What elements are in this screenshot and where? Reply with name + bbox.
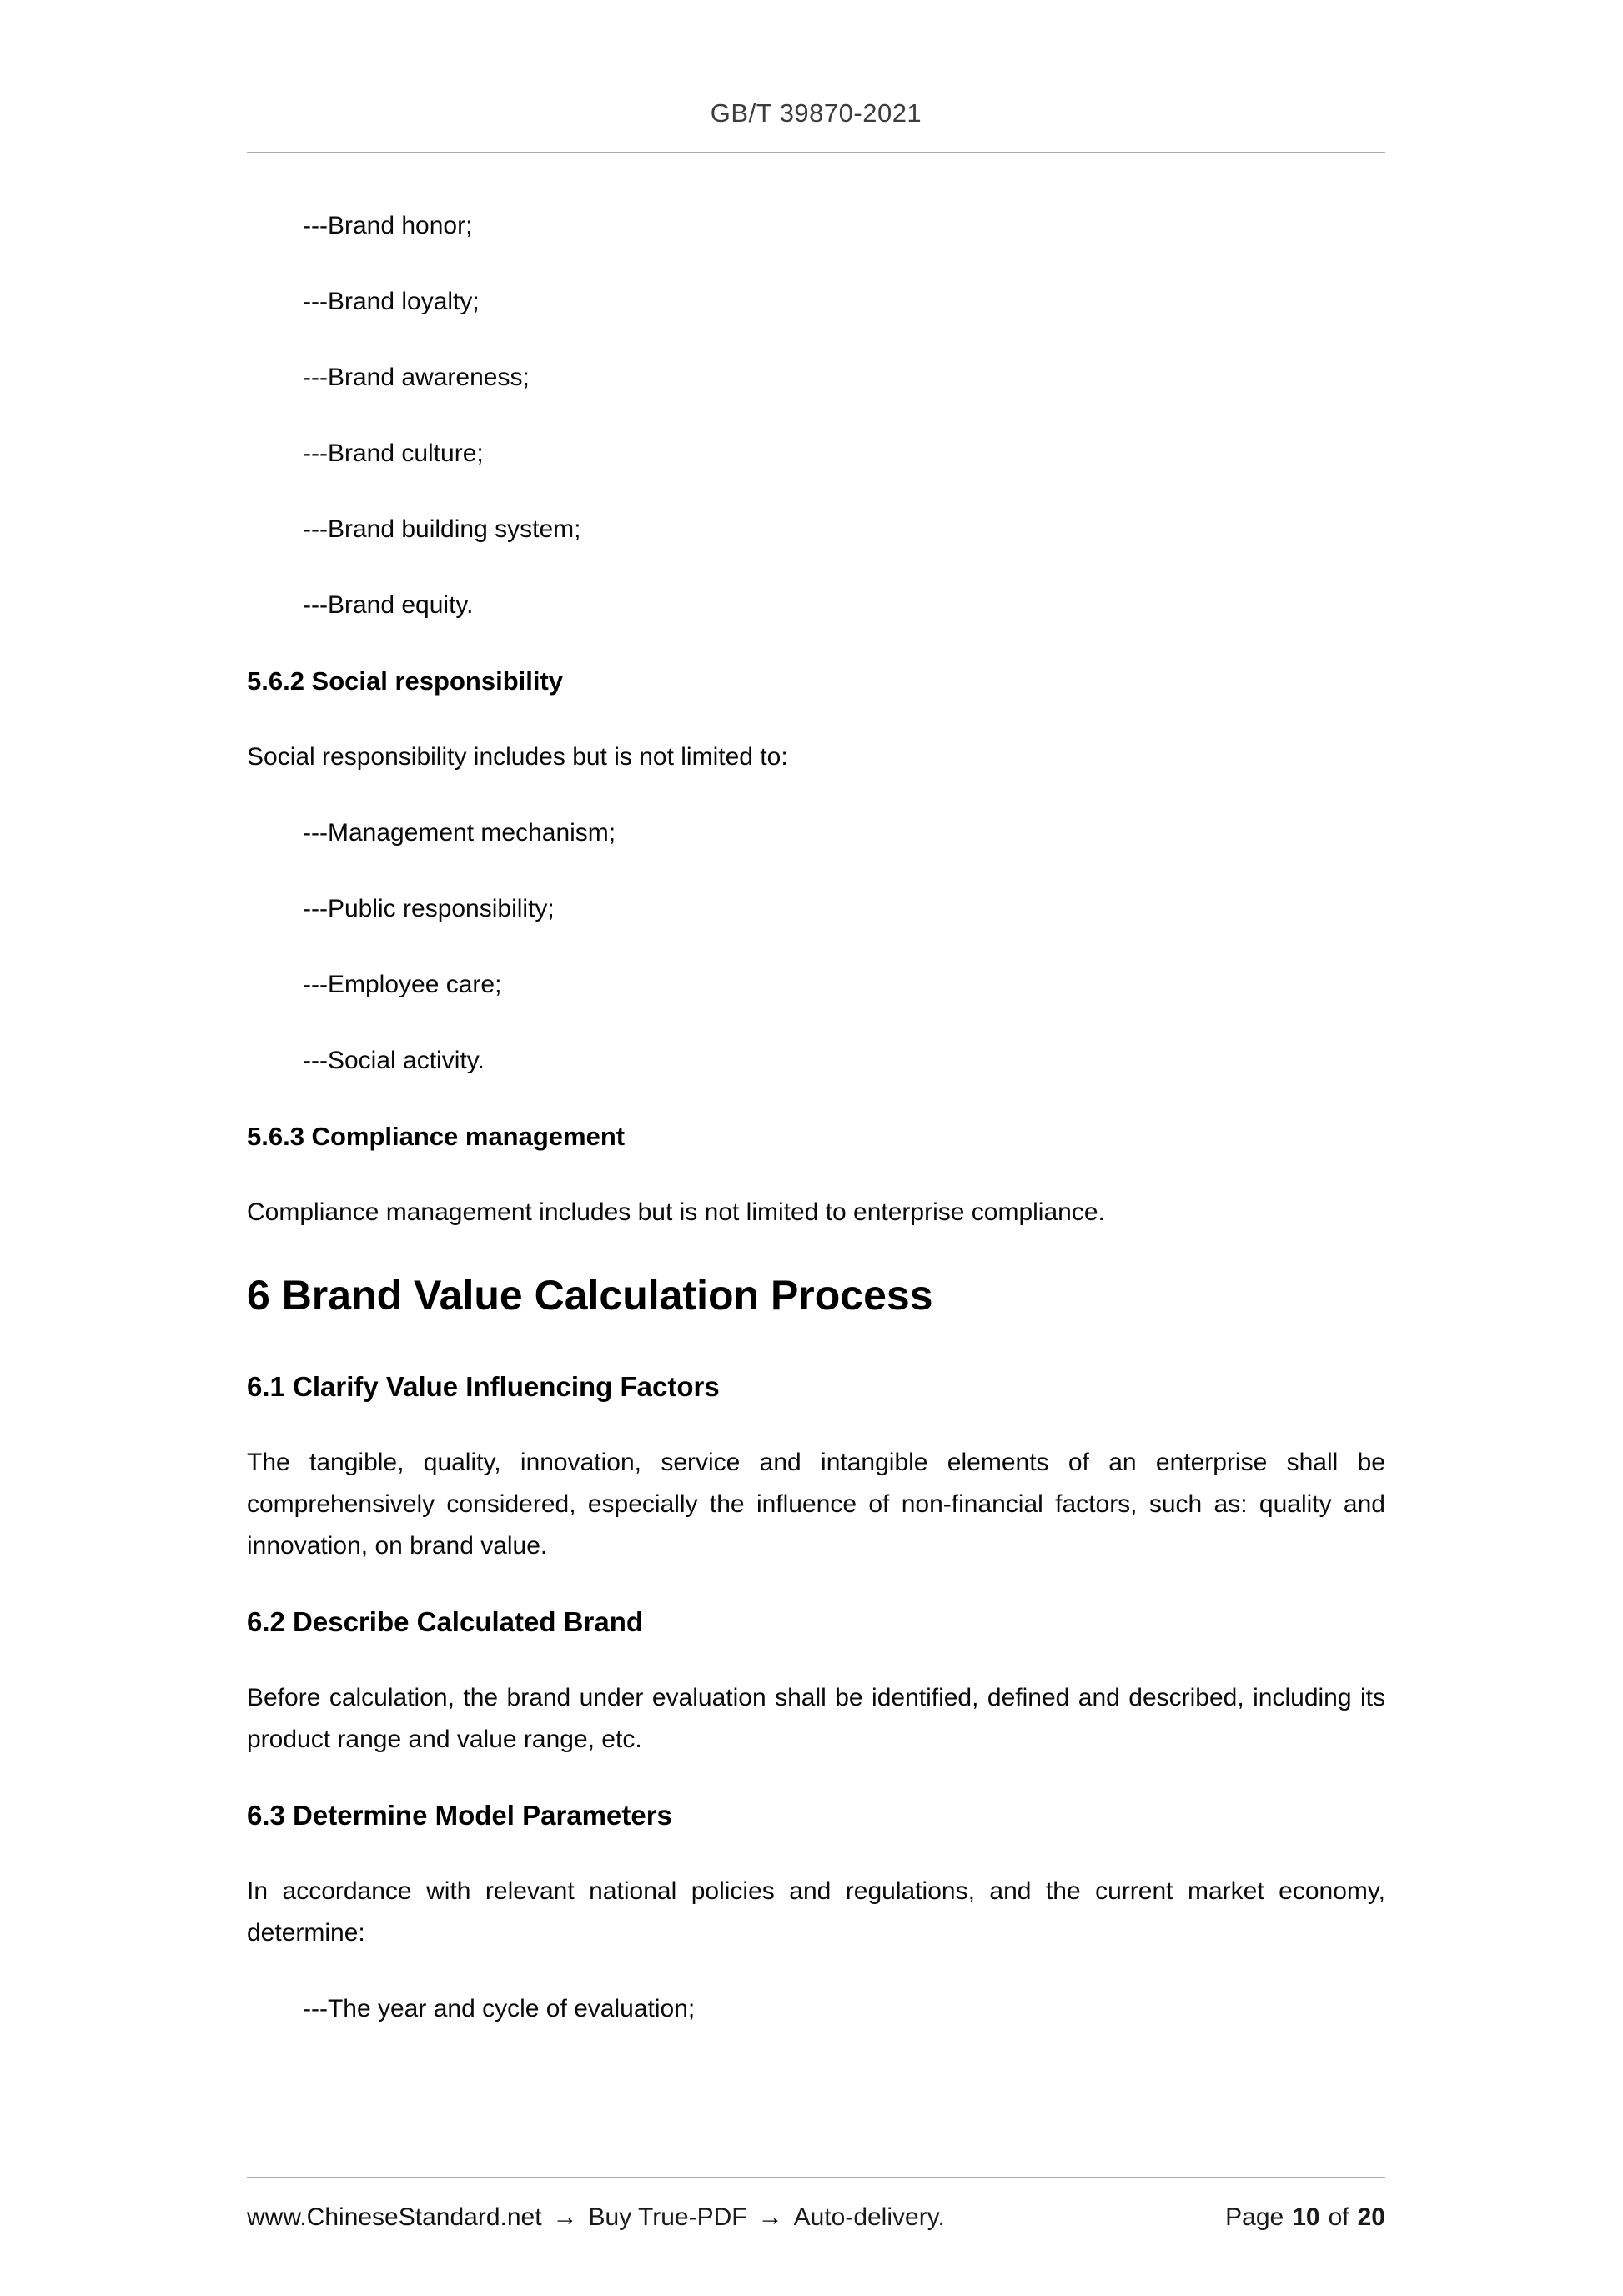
paragraph-social-responsibility: Social responsibility includes but is not limited to: — [247, 743, 788, 771]
list-item: ---The year and cycle of evaluation; — [303, 1995, 696, 2022]
document-content — [247, 205, 1385, 2064]
footer-link[interactable]: www.ChineseStandard.net — [247, 2203, 542, 2231]
heading-6-2: 6.2 Describe Calculated Brand — [247, 1606, 644, 1637]
page-label: Page — [1225, 2203, 1284, 2231]
heading-6-1: 6.1 Clarify Value Influencing Factors — [247, 1371, 720, 1402]
footer-delivery-text: Auto-delivery. — [793, 2203, 945, 2231]
page-current: 10 — [1292, 2203, 1320, 2231]
list-item: ---Brand awareness; — [303, 364, 530, 391]
heading-5-6-2: 5.6.2 Social responsibility — [247, 666, 564, 696]
footer-row — [247, 2178, 1385, 2232]
list-item: ---Public responsibility; — [303, 895, 555, 922]
list-item: ---Brand loyalty; — [303, 288, 480, 315]
list-item: ---Social activity. — [303, 1047, 485, 1074]
paragraph-describe-calculated-brand: Before calculation, the brand under evaluation shall be identified, defined and described, including its product range and value range, etc. — [247, 1684, 1385, 1753]
arrow-icon: → — [552, 2203, 578, 2231]
paragraph-value-influencing-factors: The tangible, quality, innovation, service and intangible elements of an enterprise shall be comprehensively considered, especially the influence of non-financial factors, such as: quality and innovation, on brand value. — [247, 1449, 1385, 1560]
page-footer — [247, 2177, 1385, 2232]
header-divider — [247, 152, 1385, 153]
heading-5-6-3: 5.6.3 Compliance management — [247, 1122, 626, 1151]
heading-6-3: 6.3 Determine Model Parameters — [247, 1800, 672, 1831]
list-item: ---Brand culture; — [303, 440, 484, 467]
page-total: 20 — [1357, 2203, 1385, 2231]
arrow-icon: → — [757, 2203, 783, 2231]
paragraph-compliance-management: Compliance management includes but is not limited to enterprise compliance. — [247, 1198, 1105, 1226]
list-item: ---Brand equity. — [303, 591, 474, 619]
of-label: of — [1328, 2203, 1349, 2231]
list-item: ---Management mechanism; — [303, 819, 616, 847]
heading-6: 6 Brand Value Calculation Process — [247, 1272, 933, 1319]
list-item: ---Brand building system; — [303, 515, 581, 543]
list-item: ---Brand honor; — [303, 212, 473, 239]
footer-promo — [247, 2203, 945, 2232]
list-item: ---Employee care; — [303, 971, 502, 998]
page-indicator — [1225, 2203, 1385, 2232]
paragraph-determine-model-parameters: In accordance with relevant national policies and regulations, and the current market economy, determine: — [247, 1877, 1385, 1947]
footer-buy-text: Buy True-PDF — [588, 2203, 747, 2231]
document-code: GB/T 39870-2021 — [710, 98, 922, 128]
